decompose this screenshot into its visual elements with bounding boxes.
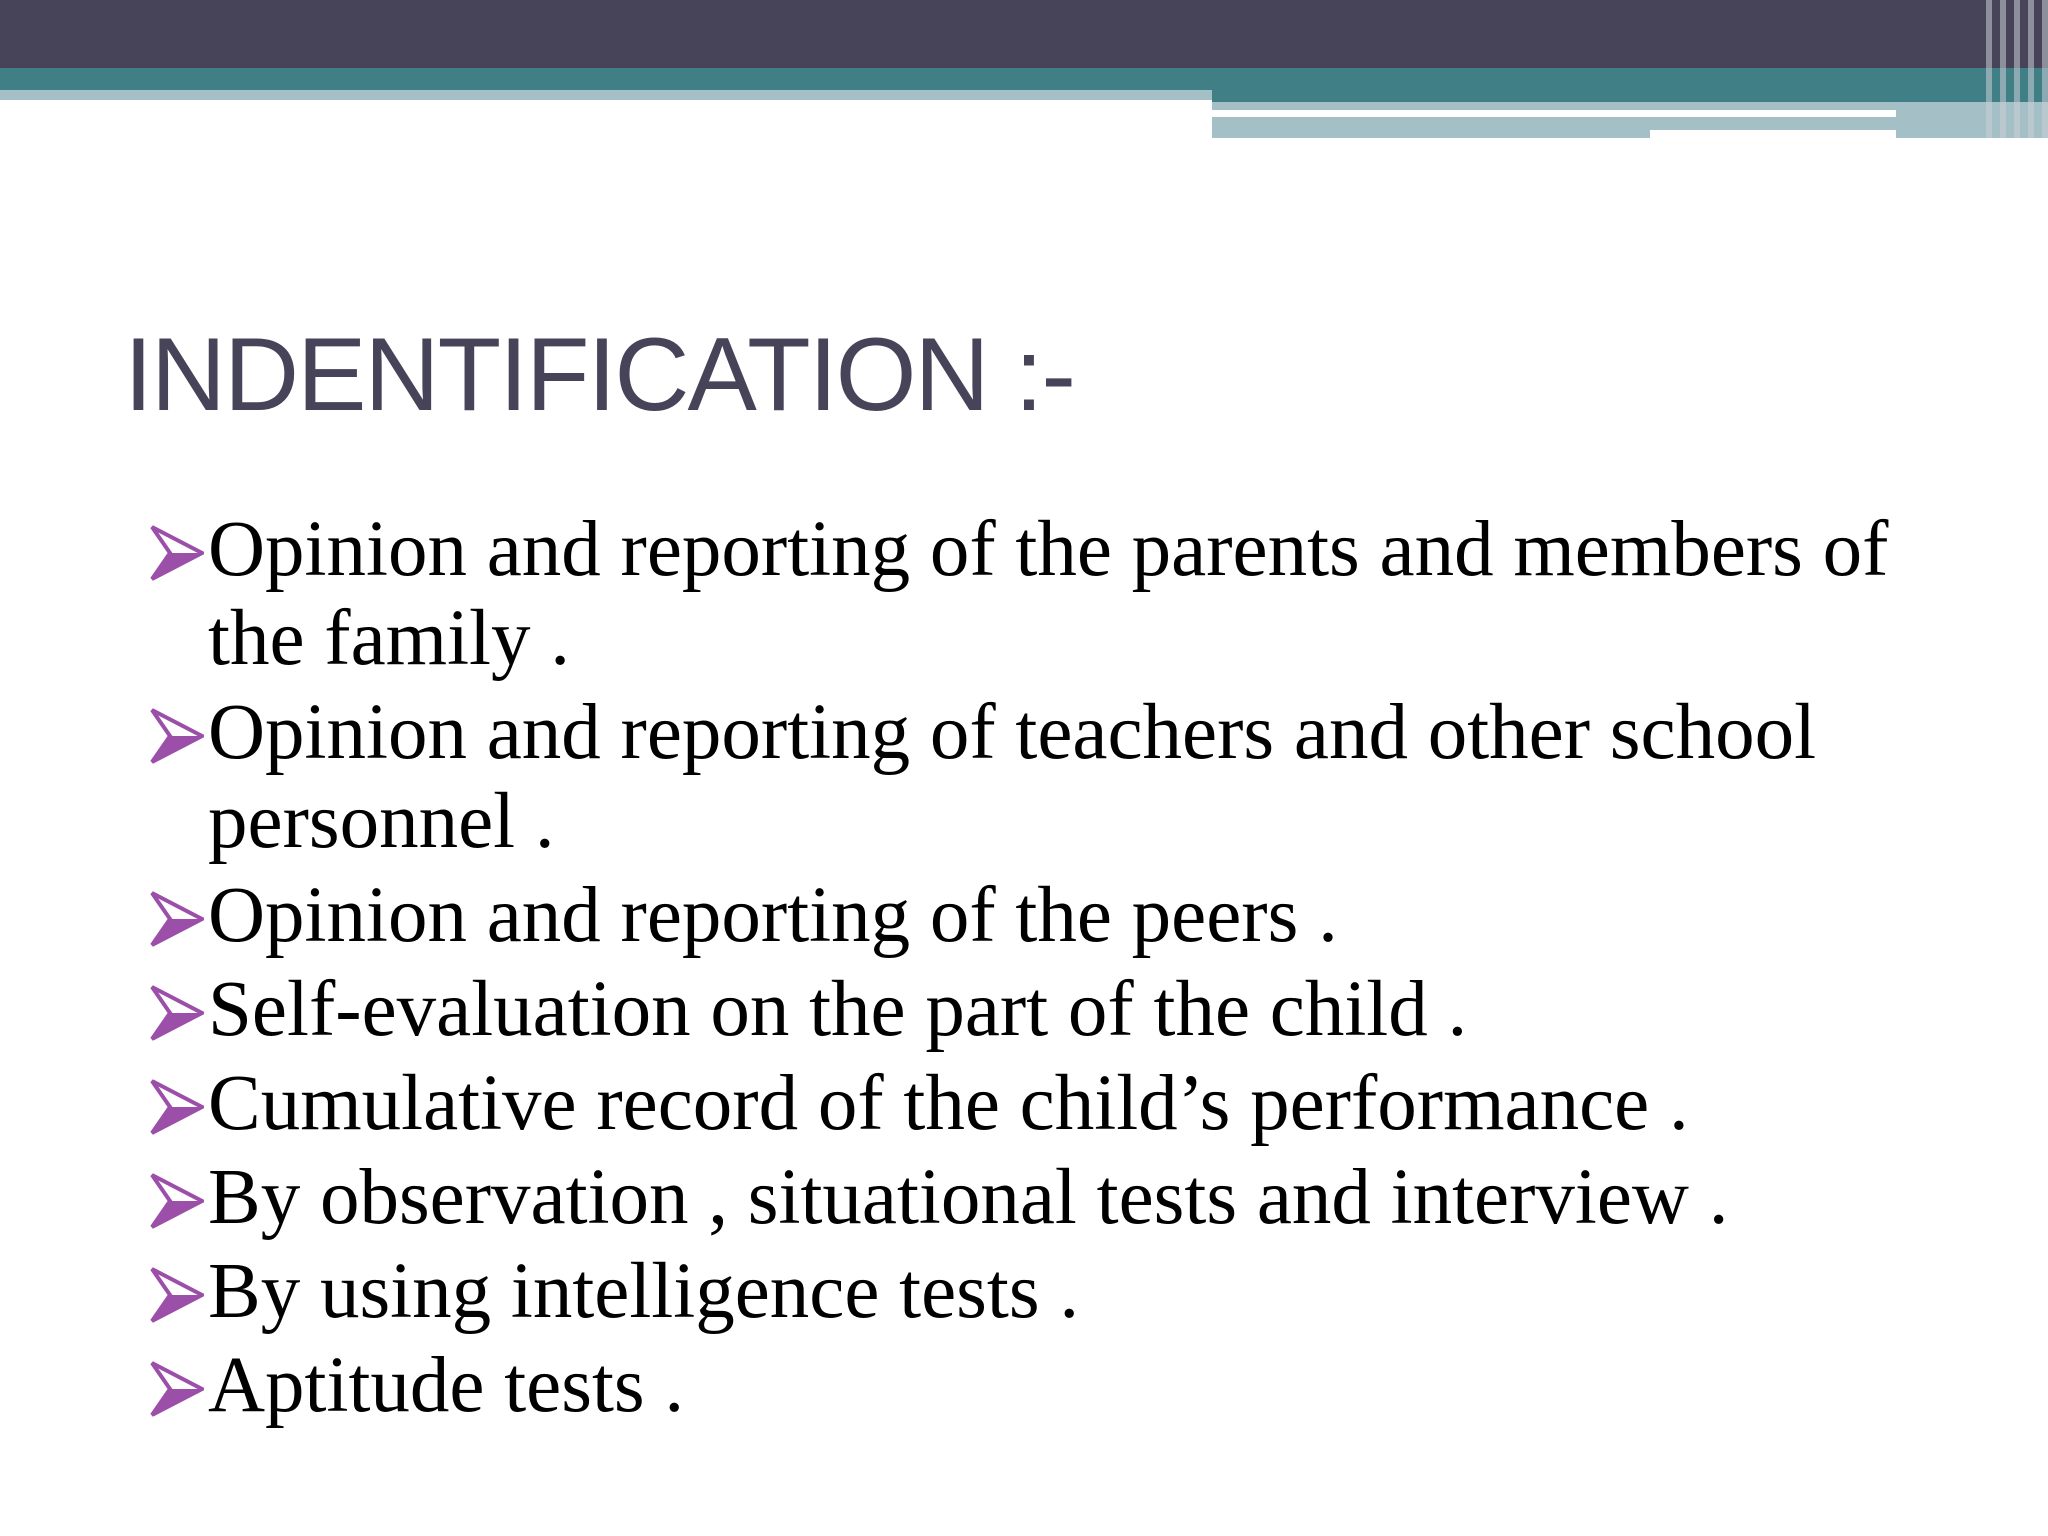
bullet-text: Opinion and reporting of the parents and members of the family . bbox=[208, 506, 1889, 682]
stripe bbox=[1986, 0, 1992, 138]
bullet-text: Opinion and reporting of the peers . bbox=[208, 872, 1338, 959]
header-white-line bbox=[1212, 110, 1896, 117]
arrow-bullet-icon bbox=[150, 985, 204, 1041]
bullet-item bbox=[150, 1153, 1910, 1242]
bullet-item bbox=[150, 688, 1910, 866]
arrow-bullet-icon bbox=[150, 708, 204, 764]
bullet-item bbox=[150, 1247, 1910, 1336]
arrow-bullet-icon bbox=[150, 525, 204, 581]
header-light-bar-left bbox=[0, 90, 1212, 100]
header-vertical-stripes bbox=[1986, 0, 2048, 138]
stripe bbox=[2000, 0, 2006, 138]
bullet-text: Opinion and reporting of teachers and other school personnel . bbox=[208, 689, 1817, 865]
arrow-bullet-icon bbox=[150, 891, 204, 947]
header-light-bar-right bbox=[1212, 102, 2048, 138]
bullet-item bbox=[150, 1341, 1910, 1430]
bullet-item bbox=[150, 505, 1910, 683]
header-teal-bar-left bbox=[0, 68, 1212, 90]
header-dark-bar bbox=[0, 0, 2048, 68]
header-white-line-short bbox=[1650, 130, 1896, 138]
bullet-text: By using intelligence tests . bbox=[208, 1248, 1080, 1335]
slide-title: INDENTIFICATION :- bbox=[124, 317, 1075, 433]
stripe bbox=[2042, 0, 2048, 138]
bullet-text: Self-evaluation on the part of the child . bbox=[208, 966, 1468, 1053]
header-teal-bar-right bbox=[1212, 68, 2048, 102]
bullet-item bbox=[150, 1059, 1910, 1148]
bullet-item bbox=[150, 965, 1910, 1054]
arrow-bullet-icon bbox=[150, 1361, 204, 1417]
bullet-list bbox=[150, 505, 1910, 1435]
bullet-text: Cumulative record of the child’s performance . bbox=[208, 1060, 1689, 1147]
arrow-bullet-icon bbox=[150, 1267, 204, 1323]
bullet-text: Aptitude tests . bbox=[208, 1342, 685, 1429]
bullet-text: By observation , situational tests and interview . bbox=[208, 1154, 1729, 1241]
arrow-bullet-icon bbox=[150, 1173, 204, 1229]
stripe bbox=[2014, 0, 2020, 138]
arrow-bullet-icon bbox=[150, 1079, 204, 1135]
stripe bbox=[2028, 0, 2034, 138]
bullet-item bbox=[150, 871, 1910, 960]
